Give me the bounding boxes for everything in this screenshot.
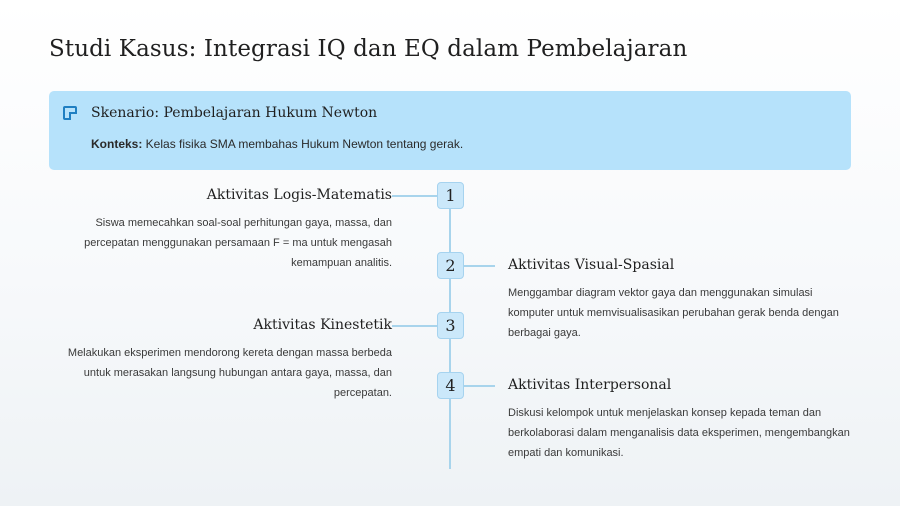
page-title: Studi Kasus: Integrasi IQ dan EQ dalam Pembelajaran xyxy=(49,36,688,62)
timeline-item-description: Menggambar diagram vektor gaya dan menggunakan simulasi komputer untuk memvisualisasikan perubahan gerak benda dengan berbagai gaya. xyxy=(508,287,839,339)
timeline-item-description: Melakukan eksperimen mendorong kereta dengan massa berbeda untuk merasakan langsung hubungan antara gaya, massa, dan percepatan. xyxy=(67,347,392,399)
timeline-item-title: Aktivitas Interpersonal xyxy=(508,377,672,393)
timeline-item-description: Siswa memecahkan soal-soal perhitungan gaya, massa, dan percepatan menggunakan persamaan F = ma untuk mengasah kemampuan analitis. xyxy=(84,217,392,269)
context-label: Konteks: xyxy=(91,137,143,151)
scenario-title: Skenario: Pembelajaran Hukum Newton xyxy=(91,105,378,121)
timeline-connector-4 xyxy=(463,385,495,387)
scenario-context xyxy=(91,137,463,151)
timeline-connector-1 xyxy=(392,195,437,197)
timeline-item-title: Aktivitas Kinestetik xyxy=(253,317,392,333)
timeline-item-title: Aktivitas Visual-Spasial xyxy=(508,257,675,273)
timeline-node-1: 1 xyxy=(437,182,464,209)
timeline-connector-3 xyxy=(392,325,437,327)
timeline-item-description: Diskusi kelompok untuk menjelaskan konsep kepada teman dan berkolaborasi dalam menganalisis data eksperimen, mengembangkan empati dan komunikasi. xyxy=(508,407,850,459)
timeline-connector-2 xyxy=(463,265,495,267)
timeline-node-3: 3 xyxy=(437,312,464,339)
timeline-node-2: 2 xyxy=(437,252,464,279)
context-text: Kelas fisika SMA membahas Hukum Newton tentang gerak. xyxy=(142,137,464,151)
timeline-item-title: Aktivitas Logis-Matematis xyxy=(206,187,392,203)
note-icon xyxy=(63,106,77,120)
scenario-box xyxy=(49,91,851,170)
timeline-node-4: 4 xyxy=(437,372,464,399)
